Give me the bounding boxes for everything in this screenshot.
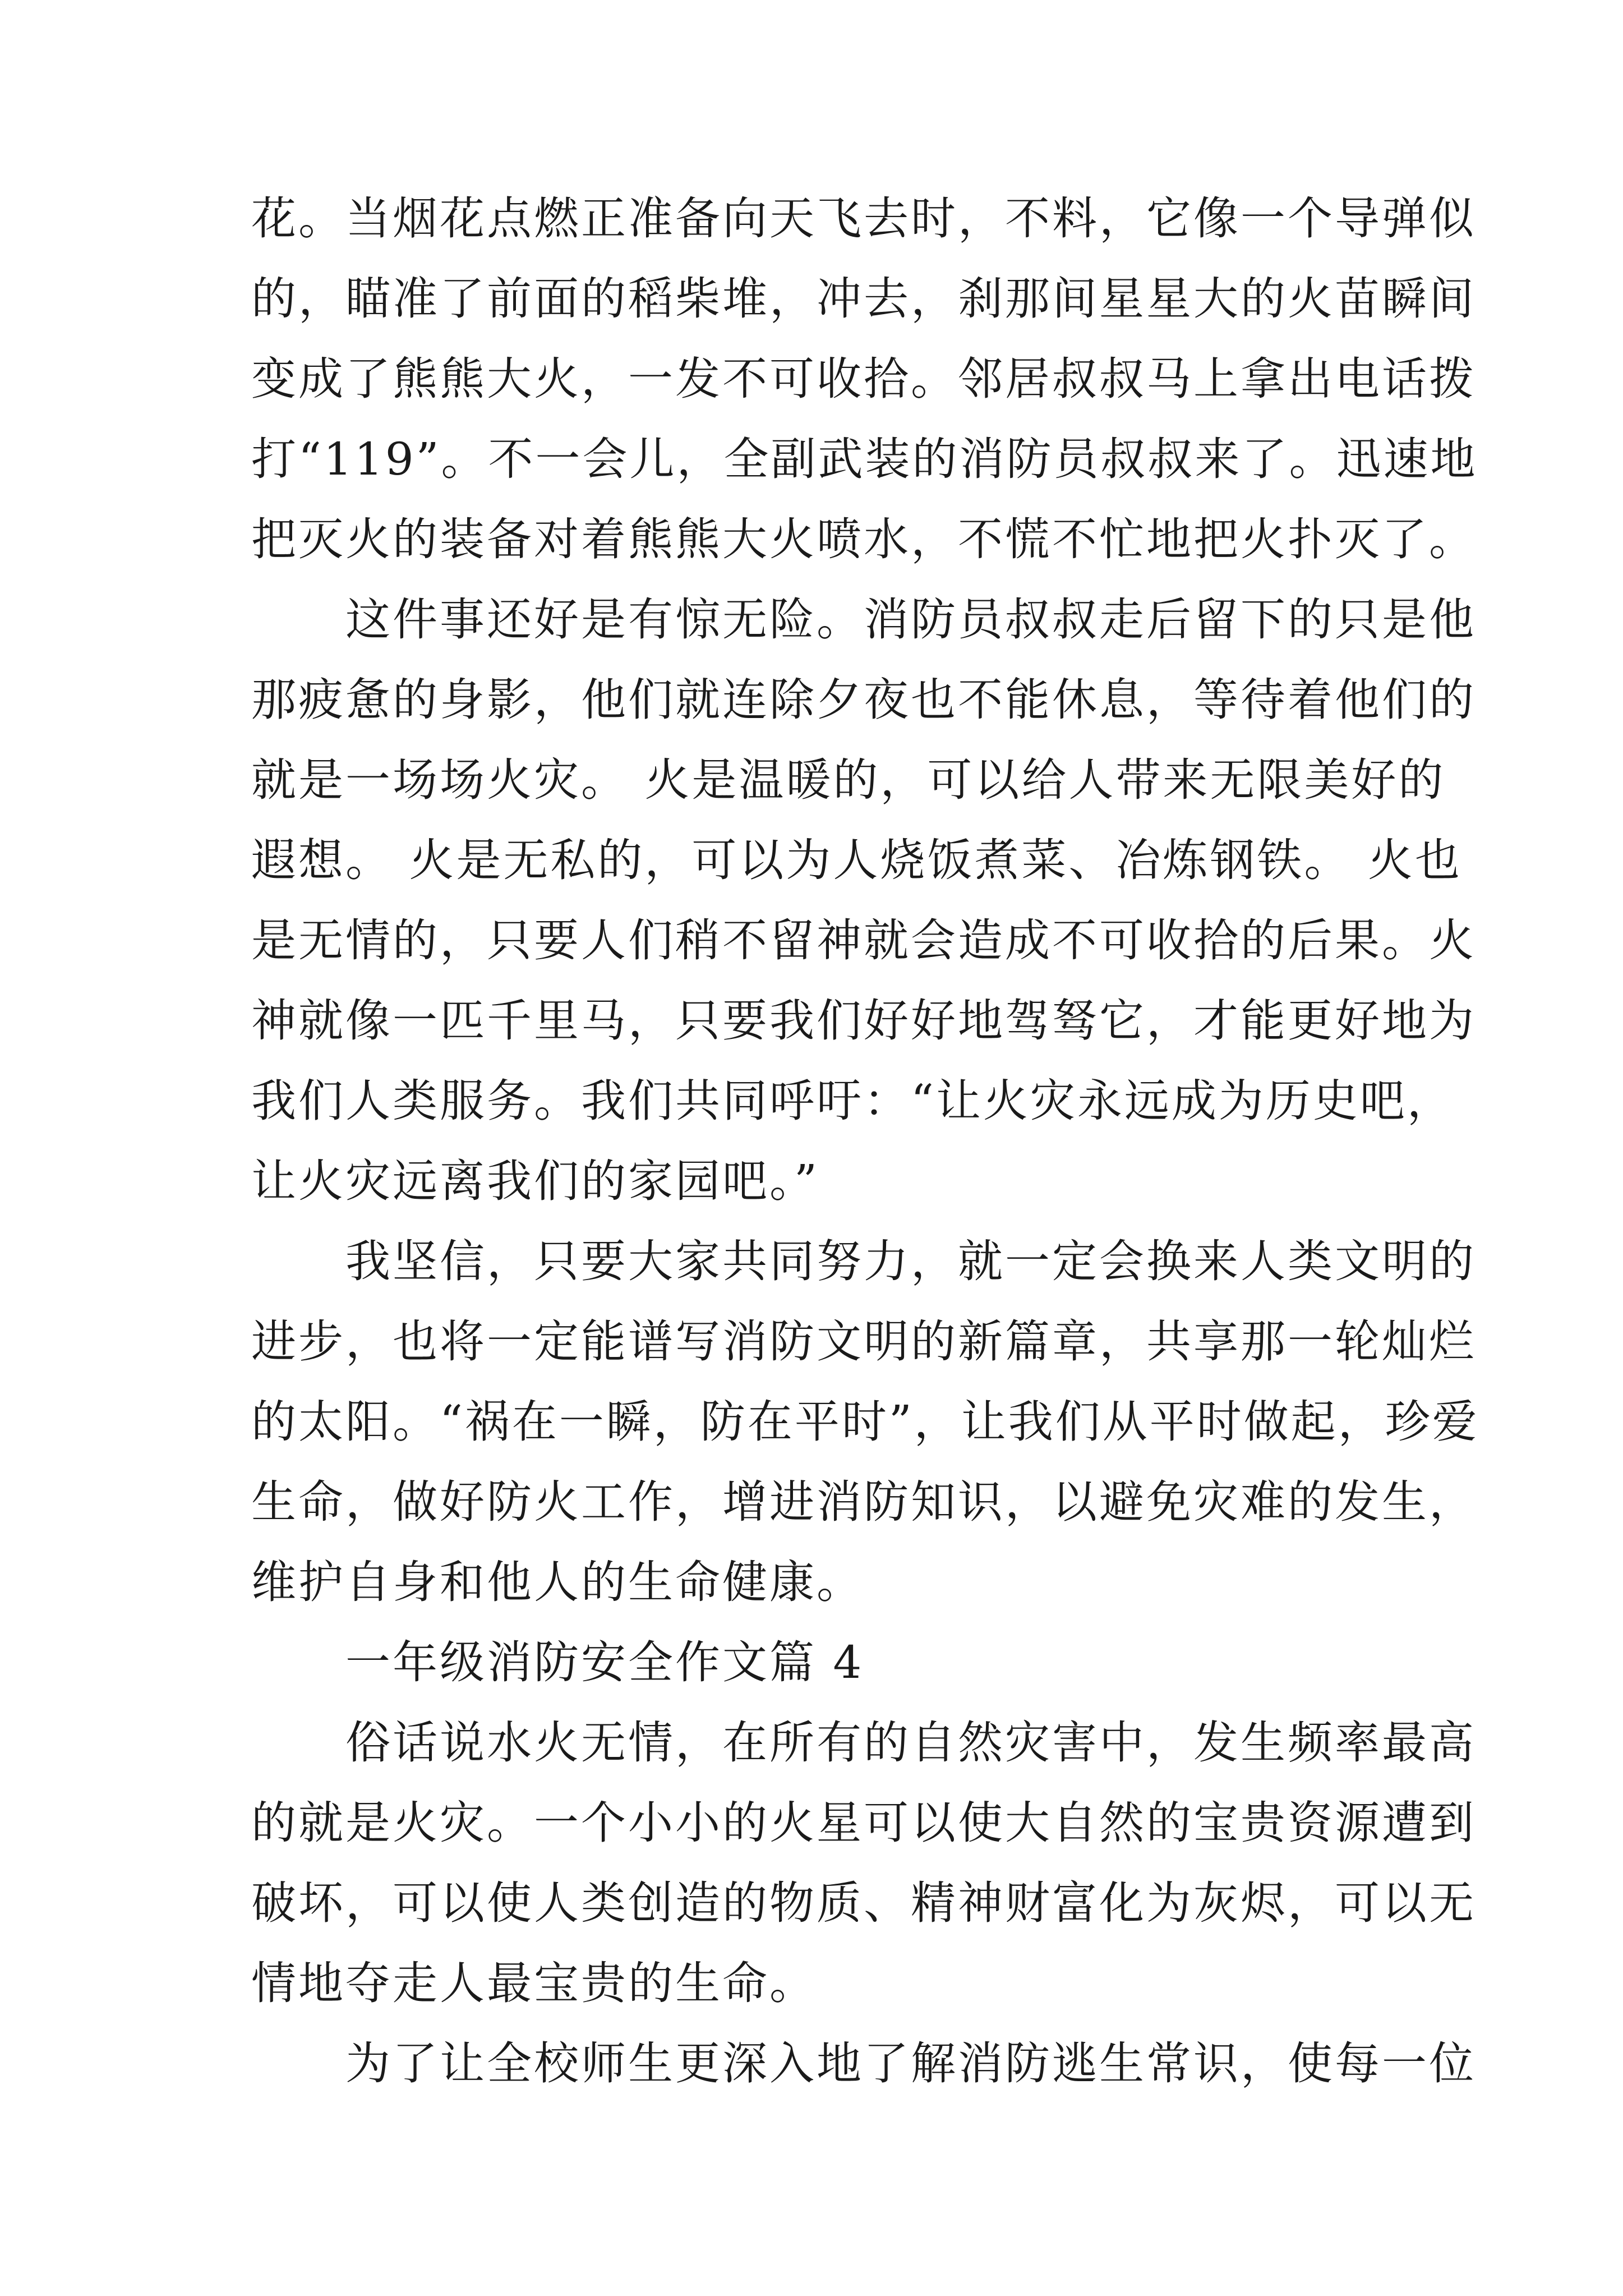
text-line: 为了让全校师生更深入地了解消防逃生常识，使每一位 [251,2037,1476,2090]
text-line: 的，瞄准了前面的稻柴堆，冲去，刹那间星星大的火苗瞬间 [251,273,1476,325]
text-line: 是无情的，只要人们稍不留神就会造成不可收拾的后果。火 [251,914,1476,967]
section-heading: 一年级消防安全作文篇 4 [251,1636,864,1688]
text-line: 情地夺走人最宝贵的生命。 [251,1957,817,2009]
text-line: 打“119”。不一会儿，全副武装的消防员叔叔来了。迅速地 [251,433,1478,485]
text-line: 进步，也将一定能谱写消防文明的新篇章，共享那一轮灿烂 [251,1315,1476,1368]
text-line: 我们人类服务。我们共同呼吁：“让火灾永远成为历史吧， [251,1075,1454,1127]
text-line: 俗话说水火无情，在所有的自然灾害中，发生频率最高 [251,1717,1476,1769]
text-line: 让火灾远离我们的家园吧。” [251,1155,819,1207]
text-line: 这件事还好是有惊无险。消防员叔叔走后留下的只是他 [251,593,1476,646]
body-text [251,178,1479,2104]
text-line: 我坚信，只要大家共同努力，就一定会换来人类文明的 [251,1235,1476,1287]
text-line: 神就像一匹千里马，只要我们好好地驾驽它，才能更好地为 [251,995,1476,1047]
text-line: 变成了熊熊大火，一发不可收拾。邻居叔叔马上拿出电话拨 [251,353,1476,405]
text-line: 破坏，可以使人类创造的物质、精神财富化为灰烬，可以无 [251,1877,1476,1929]
text-line: 的太阳。“祸在一瞬，防在平时”，让我们从平时做起，珍爱 [251,1396,1479,1448]
text-line: 生命，做好防火工作，增进消防知识，以避免灾难的发生， [251,1476,1476,1528]
text-line: 那疲惫的身影，他们就连除夕夜也不能休息，等待着他们的 [251,674,1476,726]
text-line: 遐想。 火是无私的，可以为人烧饭煮菜、冶炼钢铁。 火也 [251,834,1462,886]
text-line: 把灭火的装备对着熊熊大火喷水，不慌不忙地把火扑灭了。 [251,513,1476,565]
text-line: 花。当烟花点燃正准备向天飞去时，不料，它像一个导弹似 [251,192,1476,245]
text-line: 维护自身和他人的生命健康。 [251,1556,864,1608]
text-line: 就是一场场火灾。 火是温暖的，可以给人带来无限美好的 [251,754,1446,806]
text-line: 的就是火灾。一个小小的火星可以使大自然的宝贵资源遭到 [251,1797,1476,1849]
